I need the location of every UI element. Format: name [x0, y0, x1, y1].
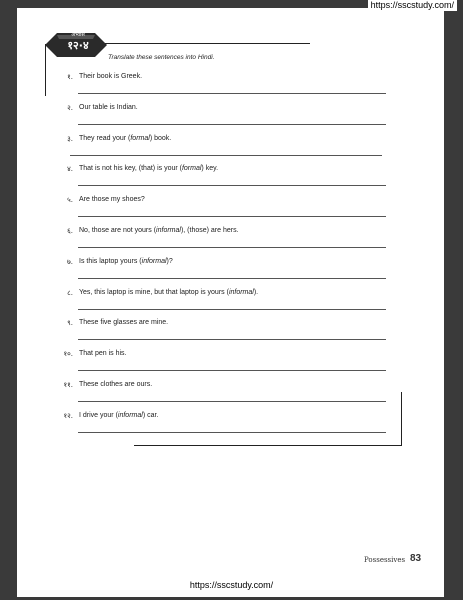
register-note: informal: [141, 257, 167, 265]
sentence-fragment: No, those are not yours (: [79, 227, 157, 234]
exercise-item: [59, 165, 399, 183]
exercise-item-number: १२.: [63, 411, 73, 420]
answer-line[interactable]: [78, 309, 386, 310]
exercise-item-sentence: [79, 104, 138, 111]
sentence-fragment: These five glasses are mine.: [79, 319, 169, 327]
source-url-top[interactable]: https://sscstudy.com/: [368, 0, 457, 11]
exercise-item-number: ५.: [67, 196, 73, 205]
sentence-fragment: ), (those) are hers.: [180, 227, 239, 234]
exercise-item-number: ११.: [63, 381, 73, 389]
exercise-item-number: ४.: [67, 165, 73, 174]
register-note: informal: [156, 227, 181, 234]
answer-line[interactable]: [78, 124, 386, 125]
header-rule: [98, 43, 310, 44]
exercise-item-number: १.: [67, 73, 73, 81]
exercise-item: [59, 319, 399, 337]
answer-line[interactable]: [78, 216, 386, 217]
exercise-item-number: १०.: [63, 350, 73, 359]
exercise-label: अभ्यास: [71, 32, 85, 38]
exercise-item-sentence: [79, 350, 126, 357]
exercise-item-sentence: [79, 196, 145, 203]
sentence-fragment: )?: [166, 257, 173, 265]
sentence-fragment: That is not his key, (that) is your (: [79, 165, 182, 173]
exercise-item-sentence: [79, 381, 152, 388]
sentence-fragment: That pen is his.: [79, 350, 127, 358]
sentence-fragment: ) key.: [201, 165, 219, 173]
exercise-instruction: Translate these sentences into Hindi.: [108, 54, 215, 61]
exercise-item-number: ९.: [67, 319, 73, 328]
sentence-fragment: ).: [253, 288, 259, 296]
register-note: formal: [130, 134, 150, 142]
sentence-fragment: Their book is Greek.: [79, 73, 143, 80]
sentence-fragment: ) car.: [142, 411, 159, 419]
exercise-item-sentence: [79, 73, 142, 80]
footer-section-title: Possessives: [364, 556, 406, 564]
answer-line[interactable]: [78, 401, 386, 402]
exercise-item-number: ८.: [67, 288, 73, 297]
exercise-item-sentence: [79, 258, 173, 265]
exercise-item: [59, 258, 399, 276]
exercise-item: [59, 227, 399, 245]
exercise-item-number: २.: [67, 103, 73, 112]
exercise-item: [59, 350, 399, 368]
sentence-fragment: Is this laptop yours (: [79, 257, 142, 265]
exercise-item: [59, 289, 399, 307]
answer-line[interactable]: [78, 93, 386, 94]
answer-line[interactable]: [78, 432, 386, 433]
sentence-fragment: ) book.: [149, 134, 172, 142]
exercise-item-sentence: [79, 165, 218, 172]
exercise-item-sentence: [79, 227, 239, 234]
exercise-item-sentence: [79, 412, 158, 419]
exercise-item-sentence: [79, 289, 258, 296]
exercise-item: [59, 135, 399, 153]
answer-line[interactable]: [78, 278, 386, 279]
answer-line[interactable]: [70, 155, 382, 156]
footer-page-number: 83: [410, 553, 422, 564]
exercise-item: [59, 196, 399, 214]
exercise-item: [59, 104, 399, 122]
register-note: informal: [117, 411, 143, 419]
exercise-item-sentence: [79, 319, 168, 326]
exercise-item-number: ३.: [67, 134, 73, 143]
answer-line[interactable]: [78, 339, 386, 340]
sentence-fragment: Yes, this laptop is mine, but that laptop is yours (: [79, 288, 229, 296]
exercise-item: [59, 73, 399, 91]
sentence-fragment: Our table is Indian.: [79, 103, 138, 111]
sentence-fragment: I drive your (: [79, 411, 118, 419]
exercise-item-number: ७.: [67, 257, 73, 266]
answer-line[interactable]: [78, 370, 386, 371]
exercise-item-number: ६.: [67, 227, 73, 235]
answer-line[interactable]: [78, 185, 386, 186]
register-note: formal: [181, 165, 202, 173]
answer-line[interactable]: [78, 247, 386, 248]
exercise-item-sentence: [79, 135, 171, 142]
register-note: informal: [228, 288, 254, 296]
sentence-fragment: Are those my shoes?: [79, 196, 145, 204]
closing-bottom-rule: [134, 445, 401, 446]
sentence-fragment: They read your (: [79, 134, 131, 142]
exercise-number: १२·४: [67, 39, 89, 52]
exercise-item: [59, 412, 399, 430]
sentence-fragment: These clothes are ours.: [79, 381, 153, 388]
source-url-bottom[interactable]: https://sscstudy.com/: [189, 580, 274, 590]
exercise-item: [59, 381, 399, 399]
closing-right-rule: [401, 392, 402, 446]
